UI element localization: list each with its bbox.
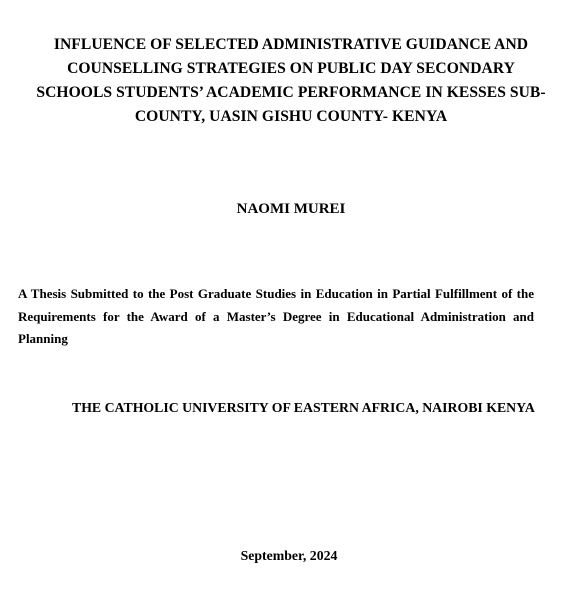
thesis-title-line-2: COUNSELLING STRATEGIES ON PUBLIC DAY SECONDARY — [67, 60, 515, 77]
submission-line-2: Requirements for the Award of a Master’s Degree in Educational Administration and — [18, 308, 534, 324]
thesis-title — [14, 33, 568, 129]
submission-line-1: A Thesis Submitted to the Post Graduate Studies in Education in Partial Fulfillment of the — [18, 286, 534, 301]
thesis-title-line-3: SCHOOLS STUDENTS’ ACADEMIC PERFORMANCE IN KESSES SUB- — [36, 84, 546, 101]
submission-date: September, 2024 — [240, 548, 338, 563]
author-name: NAOMI MUREI — [236, 201, 346, 217]
institution-name: THE CATHOLIC UNIVERSITY OF EASTERN AFRICA, NAIROBI KENYA — [72, 400, 535, 415]
thesis-title-line-1: INFLUENCE OF SELECTED ADMINISTRATIVE GUIDANCE AND — [53, 36, 529, 53]
submission-statement — [18, 283, 534, 351]
thesis-title-line-4: COUNTY, UASIN GISHU COUNTY- KENYA — [134, 108, 448, 125]
submission-line-3: Planning — [18, 331, 68, 346]
